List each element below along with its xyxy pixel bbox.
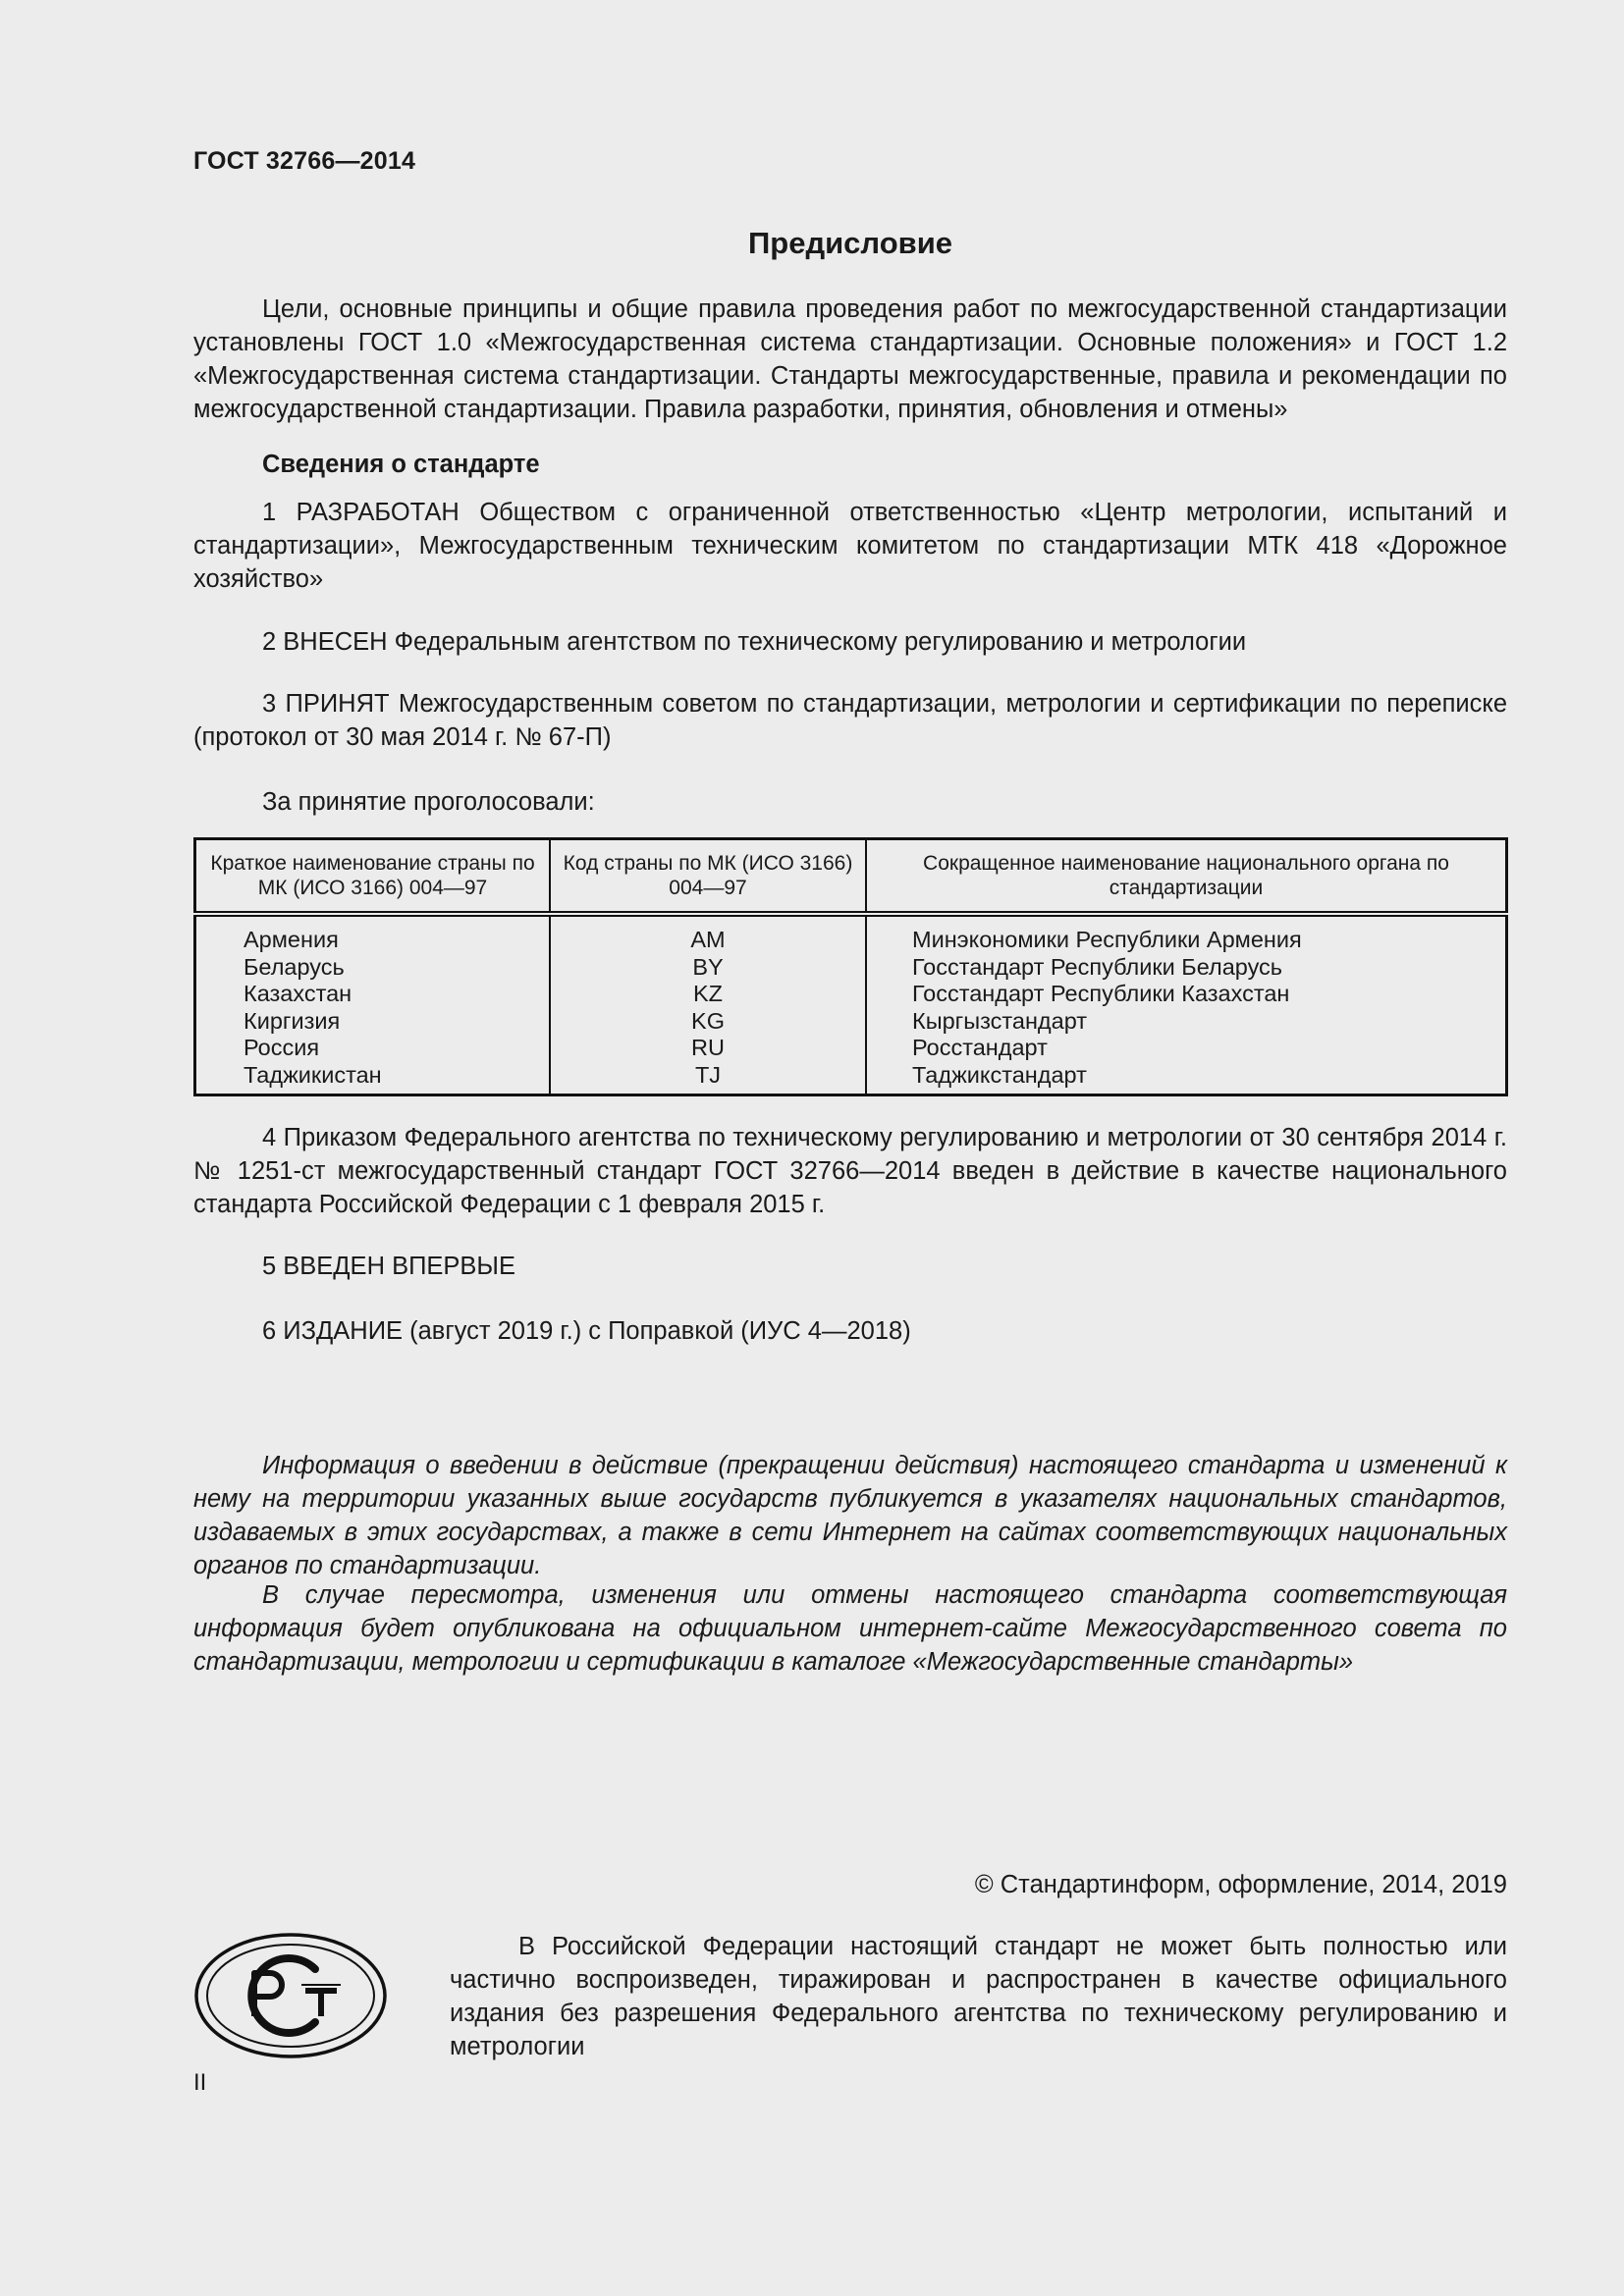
body-column [866,914,1507,1095]
info-heading: Сведения о стандарте [262,451,540,478]
country-code: KG [691,1007,725,1034]
item-6: 6 ИЗДАНИЕ (август 2019 г.) с Поправкой (ИУС 4—2018) [262,1317,911,1345]
document-code: ГОСТ 32766—2014 [193,147,416,175]
table-header-row [195,839,1507,915]
header-code: Код страны по МК (ИСО 3166) 004—97 [550,839,866,915]
country-code: TJ [694,1061,722,1088]
country-code: AM [690,927,726,952]
standards-body: Кыргызстандарт [912,1007,1088,1034]
country-name: Таджикистан [244,1061,382,1088]
country-name: Киргизия [244,1007,341,1034]
code-column [550,914,866,1095]
copyright: © Стандартинформ, оформление, 2014, 2019 [974,1871,1507,1898]
country-name: Россия [244,1035,320,1060]
voted-label: За принятие проголосовали: [262,788,595,816]
standards-body: Минэкономики Республики Армения [912,927,1302,952]
standards-body: Госстандарт Республики Казахстан [912,981,1290,1006]
country-name: Казахстан [244,981,352,1006]
item-2: 2 ВНЕСЕН Федеральным агентством по техническому регулированию и метрологии [262,628,1247,656]
header-body: Сокращенное наименование национального органа по стандартизации [866,839,1507,915]
table-row [195,914,1507,1095]
notice-paragraph-1: Информация о введении в действие (прекращении действия) настоящего стандарта и изменений к нему на территории указанных выше государств публикуется в указателях национальных стандартов, издаваемых в этих государствах, а также в сети Интернет на сайтах соответствующих национальных органов по стандартизации. [193,1452,1507,1579]
country-code: KZ [692,981,724,1006]
country-column [195,914,551,1095]
country-code: BY [692,953,724,980]
page-number: II [193,2069,207,2096]
notice-paragraph-2: В случае пересмотра, изменения или отмены настоящего стандарта соответствующая информация будет опубликована на официальном интернет-сайте Межгосударственного совета по стандартизации, метрологии и сертификации в каталоге «Межгосударственные стандарты» [193,1581,1507,1676]
item-3: 3 ПРИНЯТ Межгосударственным советом по стандартизации, метрологии и сертификации по переписке (протокол от 30 мая 2014 г. № 67-П) [193,690,1507,751]
header-country: Краткое наименование страны по МК (ИСО 3166) 004—97 [195,839,551,915]
item-1: 1 РАЗРАБОТАН Обществом с ограниченной ответственностью «Центр метрологии, испытаний и стандартизации», Межгосударственным техническим комитетом по стандартизации МТК 418 «Дорожное хозяйство» [193,499,1507,593]
standards-body: Госстандарт Республики Беларусь [912,953,1283,980]
standards-body: Росстандарт [912,1035,1048,1060]
standards-body: Таджикстандарт [912,1061,1087,1088]
country-code: RU [691,1035,725,1060]
country-name: Беларусь [244,953,345,980]
country-name: Армения [244,927,339,952]
item-4: 4 Приказом Федерального агентства по техническому регулированию и метрологии от 30 сентября 2014 г. № 1251-ст межгосударственный стандарт ГОСТ 32766—2014 введен в действие в качестве национального стандарта Российской Федерации с 1 февраля 2015 г. [193,1124,1507,1218]
rights-notice: В Российской Федерации настоящий стандарт не может быть полностью или частично воспроизведен, тиражирован и распространен в качестве официального издания без разрешения Федерального агентства по техническому регулированию и метрологии [450,1933,1507,2060]
voting-table [193,837,1508,1096]
item-5: 5 ВВЕДЕН ВПЕРВЫЕ [262,1253,516,1280]
rst-mark-icon [193,1932,388,2059]
page-title: Предисловие [747,226,952,260]
intro-paragraph: Цели, основные принципы и общие правила проведения работ по межгосударственной стандартизации установлены ГОСТ 1.0 «Межгосударственная система стандартизации. Основные положения» и ГОСТ 1.2 «Межгосударственная система стандартизации. Стандарты межгосударственные, правила и рекомендации по межгосударственной стандартизации. Правила разработки, принятия, обновления и отмены» [193,295,1507,423]
